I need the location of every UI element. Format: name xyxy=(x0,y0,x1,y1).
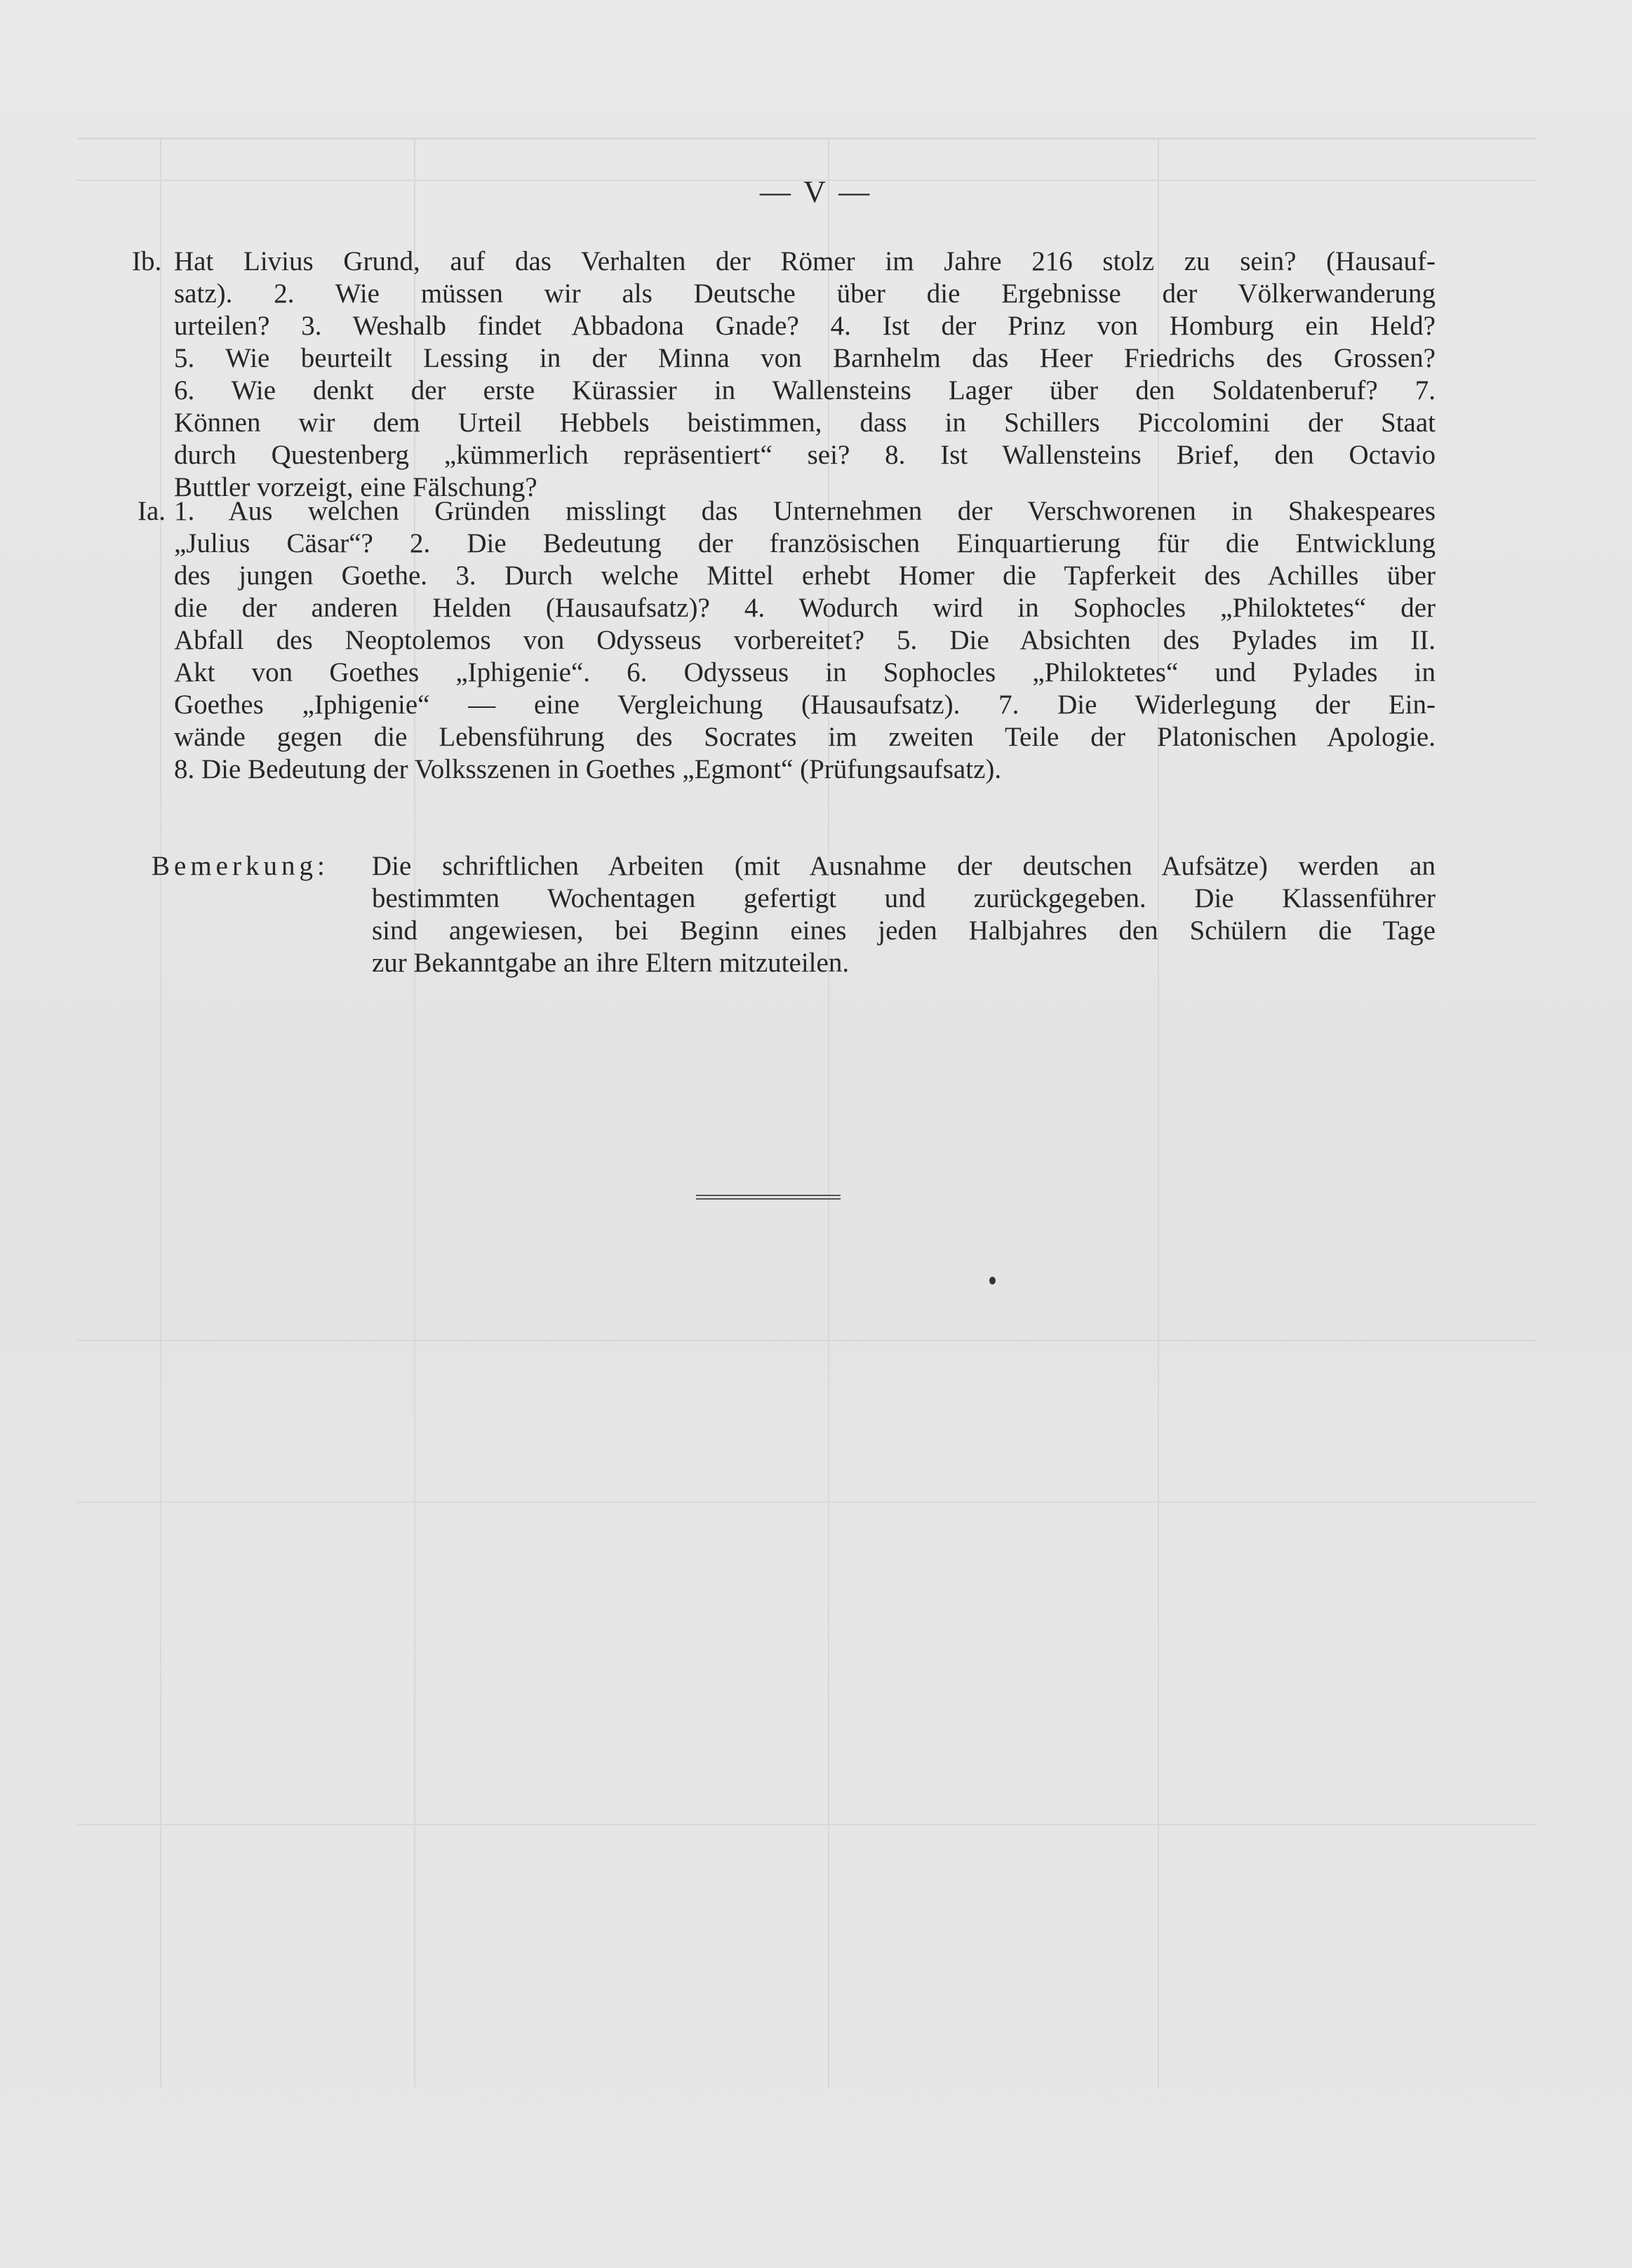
text-line: satz). 2. Wie müssen wir als Deutsche über die Ergebnisse der Völkerwanderung xyxy=(174,279,1436,309)
page-number: — V — xyxy=(759,175,873,209)
text-line: wände gegen die Lebensführung des Socrates im zweiten Teile der Platonischen Apologie. xyxy=(174,722,1436,752)
text-line: Abfall des Neoptolemos von Odysseus vorbereitet? 5. Die Absichten des Pylades im II. xyxy=(174,625,1436,655)
text-line: Können wir dem Urteil Hebbels beistimmen, dass in Schillers Piccolomini der Staat xyxy=(174,408,1436,438)
bleed-through-rule xyxy=(77,1824,1537,1825)
section-ia xyxy=(138,495,1436,786)
text-line: 5. Wie beurteilt Lessing in der Minna von Barnhelm das Heer Friedrichs des Grossen? xyxy=(174,343,1436,373)
text-line: „Julius Cäsar“? 2. Die Bedeutung der französischen Einquartierung für die Entwicklung xyxy=(174,528,1436,558)
ink-dot xyxy=(989,1277,996,1284)
text-line: 6. Wie denkt der erste Kürassier in Wallensteins Lager über den Soldatenberuf? 7. xyxy=(174,375,1436,405)
text-line: zur Bekanntgabe an ihre Eltern mitzuteilen. xyxy=(372,948,850,978)
section-divider xyxy=(696,1195,841,1200)
section-text xyxy=(174,246,1436,504)
text-line: Hat Livius Grund, auf das Verhalten der Römer im Jahre 216 stolz zu sein? (Hausauf- xyxy=(174,246,1436,276)
text-line: des jungen Goethe. 3. Durch welche Mittel erhebt Homer die Tapferkeit des Achilles über xyxy=(174,561,1436,591)
section-label: Ib. xyxy=(132,246,162,276)
text-line: Buttler vorzeigt, eine Fälschung? xyxy=(174,472,537,502)
text-line: die der anderen Helden (Hausaufsatz)? 4. Wodurch wird in Sophocles „Philoktetes“ der xyxy=(174,593,1436,623)
text-line: Goethes „Iphigenie“ — eine Vergleichung (Hausaufsatz). 7. Die Widerlegung der Ein- xyxy=(174,690,1436,720)
bleed-through-rule xyxy=(77,137,1537,140)
text-line: durch Questenberg „kümmerlich repräsentiert“ sei? 8. Ist Wallensteins Brief, den Octavio xyxy=(174,440,1436,470)
text-line: Akt von Goethes „Iphigenie“. 6. Odysseus in Sophocles „Philoktetes“ und Pylades in xyxy=(174,657,1436,687)
text-line: bestimmten Wochentagen gefertigt und zurückgegeben. Die Klassenführer xyxy=(372,883,1436,913)
bleed-through-column xyxy=(160,137,161,2088)
text-line: Die schriftlichen Arbeiten (mit Ausnahme der deutschen Aufsätze) werden an xyxy=(372,851,1436,881)
text-line: urteilen? 3. Weshalb findet Abbadona Gnade? 4. Ist der Prinz von Homburg ein Held? xyxy=(174,311,1436,341)
section-text xyxy=(174,495,1436,786)
bleed-through-rule xyxy=(77,1340,1537,1341)
section-label: Ia. xyxy=(138,496,166,526)
remark-text xyxy=(372,850,1436,979)
text-line: sind angewiesen, bei Beginn eines jeden Halbjahres den Schülern die Tage xyxy=(372,915,1436,946)
bleed-through-rule xyxy=(77,1501,1537,1503)
text-line: 8. Die Bedeutung der Volksszenen in Goethes „Egmont“ (Prüfungsaufsatz). xyxy=(174,754,1002,784)
remark-label: Bemerkung: xyxy=(152,851,329,881)
section-ib xyxy=(132,246,1436,504)
text-line: 1. Aus welchen Gründen misslingt das Unternehmen der Verschworenen in Shakespeares xyxy=(174,496,1436,526)
